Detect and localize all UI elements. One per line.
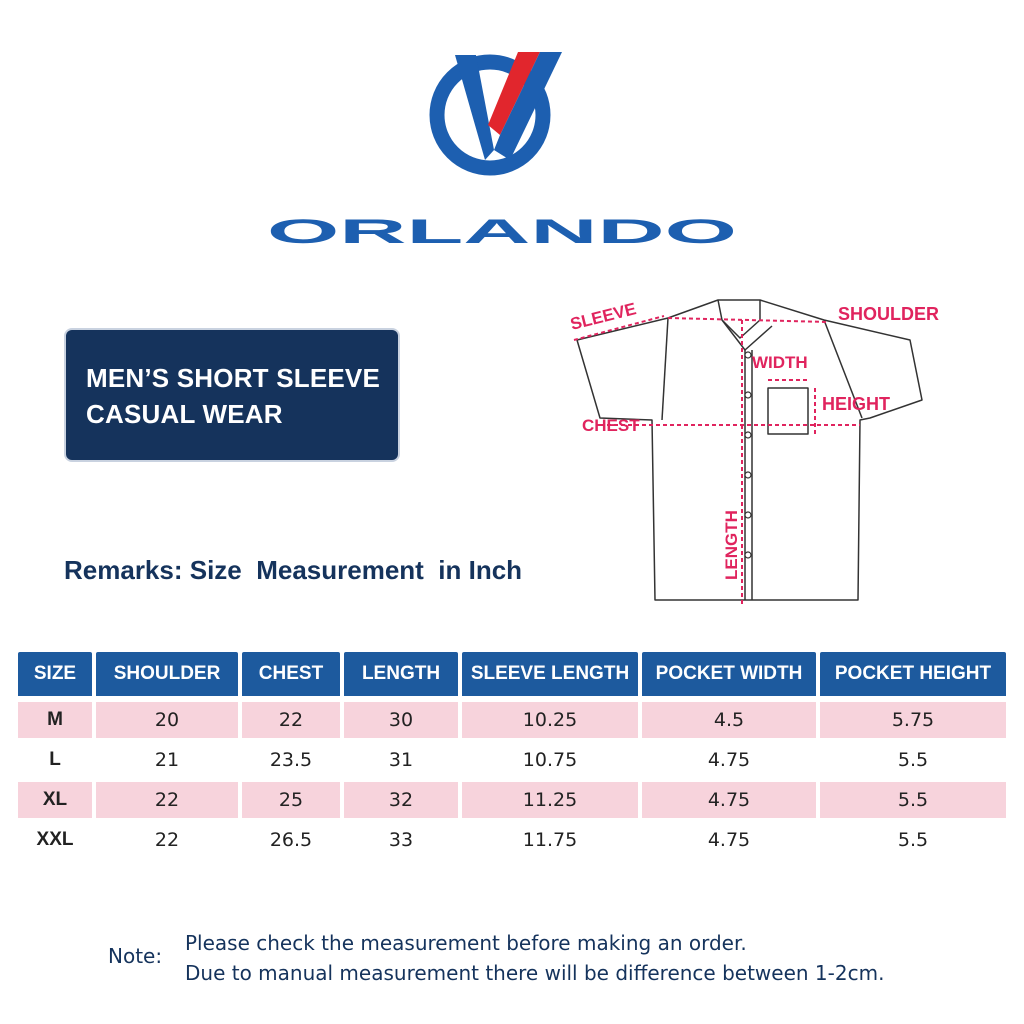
size-cell: L — [18, 742, 92, 782]
size-cell: XXL — [18, 822, 92, 862]
label-length: LENGTH — [722, 510, 741, 580]
label-shoulder: SHOULDER — [838, 304, 940, 324]
table-cell: 23.5 — [242, 742, 340, 782]
pocket-outline — [768, 388, 808, 434]
table-cell: 4.75 — [642, 822, 816, 862]
table-cell: 5.75 — [820, 702, 1006, 742]
label-width: WIDTH — [752, 353, 808, 372]
table-cell: 25 — [242, 782, 340, 822]
table-row — [18, 742, 1006, 782]
table-cell: 21 — [96, 742, 238, 782]
table-cell: 5.5 — [820, 822, 1006, 862]
header-size: SIZE — [18, 652, 92, 702]
header-sleeve-length: SLEEVE LENGTH — [462, 652, 638, 702]
table-cell: 20 — [96, 702, 238, 742]
brand-logo — [0, 40, 1024, 260]
table-cell: 4.75 — [642, 742, 816, 782]
product-title-box — [66, 330, 398, 460]
label-chest: CHEST — [582, 416, 640, 435]
shirt-measurement-diagram — [560, 285, 980, 610]
table-cell: 33 — [344, 822, 458, 862]
label-sleeve: SLEEVE — [568, 299, 639, 334]
header-pocket-height: POCKET HEIGHT — [820, 652, 1006, 702]
product-title-line1: MEN’S SHORT SLEEVE — [86, 363, 380, 393]
note-label: Note: — [108, 944, 163, 968]
table-cell: 5.5 — [820, 742, 1006, 782]
label-height: HEIGHT — [822, 394, 891, 414]
table-cell: 22 — [96, 822, 238, 862]
remarks-text: Remarks: Size Measurement in Inch — [64, 555, 523, 585]
table-cell: 30 — [344, 702, 458, 742]
table-row — [18, 782, 1006, 822]
header-shoulder: SHOULDER — [96, 652, 238, 702]
note-text — [185, 928, 884, 988]
table-row — [18, 702, 1006, 742]
table-cell: 5.5 — [820, 782, 1006, 822]
table-cell: 4.5 — [642, 702, 816, 742]
table-cell: 10.25 — [462, 702, 638, 742]
table-cell: 32 — [344, 782, 458, 822]
table-cell: 31 — [344, 742, 458, 782]
table-cell: 10.75 — [462, 742, 638, 782]
table-cell: 22 — [242, 702, 340, 742]
header-chest: CHEST — [242, 652, 340, 702]
logo-emblem — [437, 52, 562, 168]
brand-wordmark: ORLANDO — [267, 213, 737, 251]
product-title-line2: CASUAL WEAR — [86, 399, 283, 429]
table-cell: 4.75 — [642, 782, 816, 822]
table-cell: 11.75 — [462, 822, 638, 862]
table-cell: 26.5 — [242, 822, 340, 862]
header-pocket-width: POCKET WIDTH — [642, 652, 816, 702]
table-cell: 11.25 — [462, 782, 638, 822]
size-cell: M — [18, 702, 92, 742]
note-line-1: Please check the measurement before making an order. — [185, 931, 747, 955]
size-chart-table — [14, 652, 1010, 862]
table-header-row — [18, 652, 1006, 702]
note-line-2: Due to manual measurement there will be difference between 1-2cm. — [185, 961, 885, 985]
table-cell: 22 — [96, 782, 238, 822]
header-length: LENGTH — [344, 652, 458, 702]
size-cell: XL — [18, 782, 92, 822]
table-row — [18, 822, 1006, 862]
